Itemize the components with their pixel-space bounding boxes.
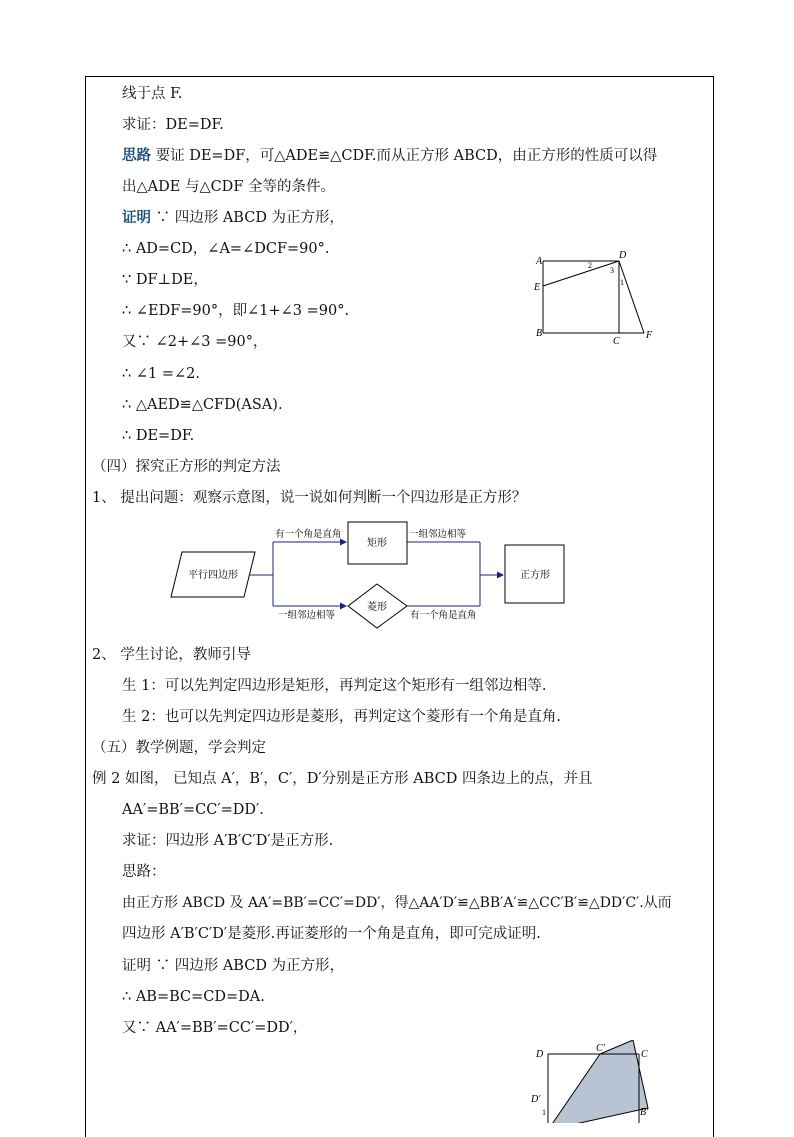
label-D: D [619, 250, 627, 261]
angle-label-1: 1 [620, 278, 624, 287]
rhombus-label: 菱形 [367, 602, 387, 613]
edge-label-right-angle: 有一个角是直角 [275, 530, 342, 540]
text-line: ∴ AB=BC=CD=DA. [122, 989, 265, 1005]
label-B-prime: B′ [640, 1107, 649, 1118]
text-line: 生 2：也可以先判定四边形是菱形，再判定这个菱形有一个角是直角. [122, 709, 561, 725]
segment-DF [619, 261, 644, 333]
text-line: 生 1：可以先判定四边形是矩形，再判定这个矩形有一组邻边相等. [122, 678, 547, 694]
text-line: 证明 ∵ 四边形 ABCD 为正方形， [122, 958, 345, 974]
edge-label-adjacent-equal: 一组邻边相等 [409, 530, 467, 540]
thinking-keyword: 思路 [122, 148, 151, 164]
label-C: C [641, 1049, 648, 1060]
parallelogram-label: 平行四边形 [188, 570, 238, 581]
text-line: ∴ DE=DF. [122, 428, 195, 444]
thinking-paragraph [122, 146, 657, 166]
square-label: 正方形 [520, 570, 550, 581]
square-figure-2 [528, 1040, 668, 1123]
text-line: 求证：DE=DF. [122, 117, 224, 133]
edge-label-right-angle: 有一个角是直角 [410, 611, 477, 621]
text-line: ∴ ∠EDF=90°，即∠1+∠3 =90°. [122, 303, 350, 319]
text-line: ∴ ∠1 =∠2. [122, 366, 200, 382]
angle-label-3: 3 [610, 266, 614, 275]
section-heading: （五）教学例题，学会判定 [92, 740, 266, 756]
text-line: 1、 提出问题：观察示意图，说一说如何判断一个四边形是正方形？ [92, 490, 527, 506]
text-line: ∴ △AED≌△CFD(ASA). [122, 397, 283, 413]
square-criteria-flowchart [170, 520, 580, 635]
text-line: 又∵ AA′=BB′=CC′=DD′， [122, 1020, 308, 1036]
edge-label-adjacent-equal: 一组邻边相等 [278, 611, 336, 621]
text-line: 求证：四边形 A′B′C′D′是正方形. [122, 833, 334, 849]
angle-label-2: 2 [588, 261, 592, 270]
label-F: F [646, 330, 653, 341]
rectangle-label: 矩形 [367, 538, 387, 549]
proof-paragraph [122, 208, 344, 228]
angle-label-1: 1 [542, 1108, 546, 1117]
text-line: 由正方形 ABCD 及 AA′=BB′=CC′=DD′，得△AA′D′≌△BB′A′≌△CC′B′≌△DD′C′.从而 [122, 895, 672, 911]
label-C-prime: C′ [596, 1043, 605, 1054]
text-line: 线于点 F. [122, 86, 183, 102]
text-line: ∴ AD=CD，∠A=∠DCF=90°. [122, 241, 330, 257]
text-line: AA′=BB′=CC′=DD′. [122, 802, 264, 818]
text-line: 思路： [122, 864, 166, 880]
label-B: B [536, 328, 543, 339]
proof-keyword: 证明 [122, 210, 151, 226]
label-D-prime: D′ [531, 1094, 541, 1105]
label-D: D [536, 1049, 544, 1060]
text-line: 2、 学生讨论，教师引导 [92, 647, 251, 663]
text-line: ∵ 四边形 ABCD 为正方形， [151, 210, 345, 226]
text-line: 四边形 A′B′C′D′是菱形.再证菱形的一个角是直角，即可完成证明. [122, 926, 541, 942]
label-E: E [534, 282, 541, 293]
text-line: ∵ DF⊥DE， [122, 272, 208, 288]
text-line: 要证 DE=DF，可△ADE≌△CDF.而从正方形 ABCD，由正方形的性质可以得 [151, 148, 658, 164]
label-C: C [613, 336, 620, 347]
section-heading: （四）探究正方形的判定方法 [92, 459, 281, 475]
square-figure-1 [528, 248, 668, 348]
text-line: 出△ADE 与△CDF 全等的条件。 [122, 179, 335, 195]
text-line: 例 2 如图， 已知点 A′，B′，C′，D′分别是正方形 ABCD 四条边上的点，并且 [92, 771, 593, 787]
text-line: 又∵ ∠2+∠3 =90°， [122, 334, 268, 350]
label-A: A [536, 256, 543, 267]
segment-ED [543, 261, 619, 286]
